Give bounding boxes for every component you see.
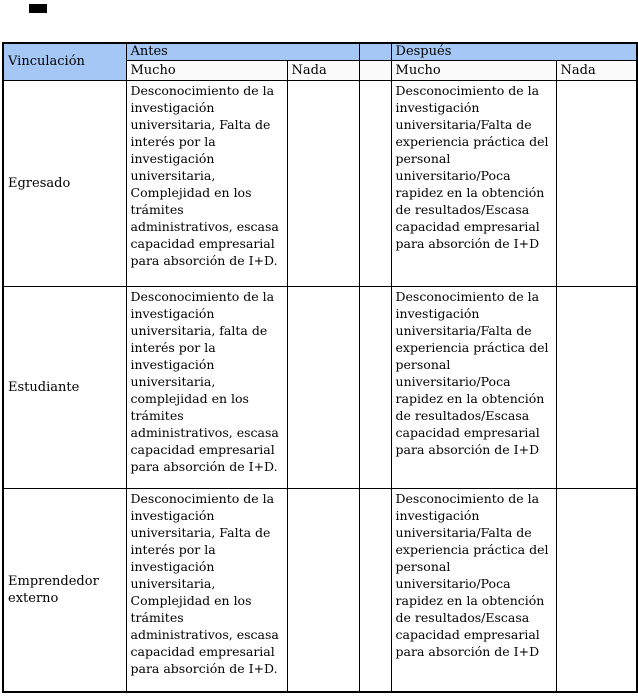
header-despues: Después: [391, 43, 637, 60]
header-despues-nada: Nada: [556, 60, 637, 80]
cell-emprendedor-antes-nada: [287, 488, 359, 692]
cell-egresado-despues-nada: [556, 80, 637, 286]
table-row-egresado: [3, 80, 637, 286]
cell-egresado-despues-mucho: Desconocimiento de la investigación universitaria/Falta de experiencia práctica del personal universitario/Poca rapidez en la obtención de resultados/Escasa capacidad empresarial para absorción de I+D: [391, 80, 556, 286]
header-antes: Antes: [126, 43, 359, 60]
cell-estudiante-antes-nada: [287, 286, 359, 488]
header-antes-nada: Nada: [287, 60, 359, 80]
cell-emprendedor-antes-mucho: Desconocimiento de la investigación universitaria, Falta de interés por la investigación universitaria, Complejidad en los trámites administrativos, escasa capacidad empresarial para absorción de I+D.: [126, 488, 287, 692]
header-despues-mucho: Mucho: [391, 60, 556, 80]
row-label-emprendedor-externo: Emprendedor externo: [3, 488, 126, 692]
header-vinculacion: Vinculación: [3, 43, 126, 80]
row-label-estudiante: Estudiante: [3, 286, 126, 488]
cell-emprendedor-despues-nada: [556, 488, 637, 692]
cell-estudiante-antes-mucho: Desconocimiento de la investigación universitaria, falta de interés por la investigación universitaria, complejidad en los trámites administrativos, escasa capacidad empresarial para absorción de I+D.: [126, 286, 287, 488]
cell-estudiante-spacer: [359, 286, 391, 488]
cell-emprendedor-spacer: [359, 488, 391, 692]
subheader-spacer: [359, 60, 391, 80]
cell-egresado-spacer: [359, 80, 391, 286]
table-row-estudiante: [3, 286, 637, 488]
cell-estudiante-despues-mucho: Desconocimiento de la investigación universitaria/Falta de experiencia práctica del personal universitario/Poca rapidez en la obtención de resultados/Escasa capacidad empresarial para absorción de I+D: [391, 286, 556, 488]
header-antes-mucho: Mucho: [126, 60, 287, 80]
page-artifact-mark: [29, 4, 47, 13]
cell-egresado-antes-nada: [287, 80, 359, 286]
row-label-egresado: Egresado: [3, 80, 126, 286]
cell-emprendedor-despues-mucho: Desconocimiento de la investigación universitaria/Falta de experiencia práctica del personal universitario/Poca rapidez en la obtención de resultados/Escasa capacidad empresarial para absorción de I+D: [391, 488, 556, 692]
header-row-groups: [3, 43, 637, 60]
cell-egresado-antes-mucho: Desconocimiento de la investigación universitaria, Falta de interés por la investigación universitaria, Complejidad en los trámites administrativos, escasa capacidad empresarial para absorción de I+D.: [126, 80, 287, 286]
header-spacer: [359, 43, 391, 60]
vinculacion-table: [2, 42, 638, 693]
cell-estudiante-despues-nada: [556, 286, 637, 488]
table-row-emprendedor-externo: [3, 488, 637, 692]
